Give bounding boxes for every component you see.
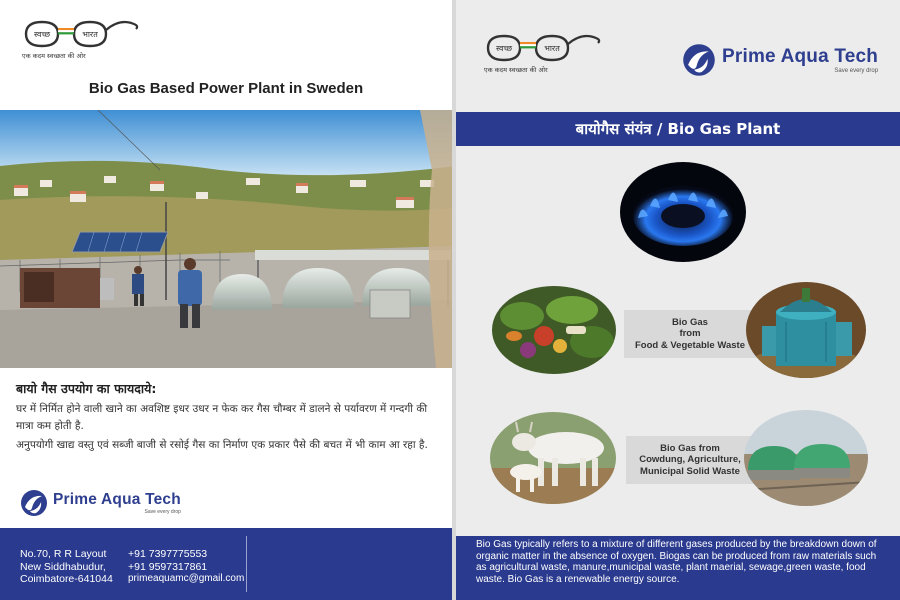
phone-number[interactable]: +91 9597317861 [128, 560, 208, 573]
brand-name: Prime Aqua Tech [53, 491, 181, 508]
brand-name: Prime Aqua Tech [722, 46, 879, 67]
benefit-paragraph-1: घर में निर्मित होने वाली खाने का अवशिष्ट इधर उधर न फेक कर गैस चौम्बर में डालने से पर्यावरण में गन्दगी की मात्रा कम होती है. [16, 403, 428, 432]
benefit-paragraph-2: अनुपयोगी खाद्य वस्तु एवं सब्जी बाजी से रसोई गैस का निर्माण एक प्रकार पैसे की बचत में भी काम आ रहा है. [16, 439, 428, 451]
contact-footer [0, 528, 452, 600]
water-drop-swirl-icon [682, 43, 716, 77]
bharat-word: भारत [544, 44, 560, 53]
spectacles-icon [22, 16, 142, 50]
swachh-bharat-logo [484, 30, 604, 76]
contacts-block [128, 548, 244, 586]
caption-line: Food & Vegetable Waste [635, 339, 745, 351]
email-link[interactable]: primeaquamc@gmail.com [128, 573, 245, 584]
food-waste-photo [492, 286, 616, 374]
section-banner: बायोगैस संयंत्र / Bio Gas Plant [456, 112, 900, 146]
gas-flame-photo [620, 162, 746, 262]
food-waste-caption [624, 310, 756, 358]
address-line: No.70, R R Layout [20, 548, 107, 560]
swachh-tagline: एक कदम स्वच्छता की ओर [22, 52, 86, 60]
swachh-word: स्वच्छ [495, 44, 513, 53]
phone-number[interactable]: +91 7397775553 [128, 548, 208, 560]
brand-tagline: Save every drop [834, 68, 879, 74]
swachh-bharat-logo [22, 16, 142, 62]
biogas-digester-photo [746, 282, 866, 378]
swachh-tagline: एक कदम स्वच्छता की ओर [484, 66, 548, 74]
caption-line: Bio Gas [672, 316, 708, 328]
caption-line: Municipal Solid Waste [640, 465, 740, 477]
caption-line: from [679, 328, 701, 340]
caption-line: Cowdung, Agriculture, [639, 454, 741, 466]
prime-aqua-tech-logo [682, 43, 878, 77]
biogas-description: Bio Gas typically refers to a mixture of different gases produced by the breakdown down of organic matter in the absence of oxygen. Biogas can be produced from raw materials such as agricultural waste, manure,municipal waste, plant maerial, sewage,green waste, food waste. Bio Gas is a renewable energy source. [476, 539, 877, 585]
benefits-heading: बायो गैस उपयोग का फायदाये: [16, 381, 157, 396]
footer-divider [246, 536, 247, 592]
description-footer [456, 536, 900, 600]
water-drop-swirl-icon [20, 489, 48, 517]
address-block [20, 548, 113, 586]
spectacles-icon [484, 30, 604, 64]
page-title: Bio Gas Based Power Plant in Sweden [88, 80, 364, 97]
right-page [456, 0, 900, 600]
prime-aqua-tech-logo [20, 489, 181, 517]
swachh-word: स्वच्छ [33, 30, 51, 39]
cowdung-caption [626, 436, 754, 484]
address-line: New Siddhabudur, [20, 560, 106, 573]
address-line: Coimbatore-641044 [20, 573, 113, 585]
brand-tagline: Save every drop [144, 509, 181, 515]
caption-line: Bio Gas from [660, 442, 720, 454]
biogas-domes-photo [744, 410, 868, 506]
cattle-photo [490, 412, 616, 504]
biogas-plant-photo [0, 110, 456, 368]
bharat-word: भारत [82, 30, 98, 39]
